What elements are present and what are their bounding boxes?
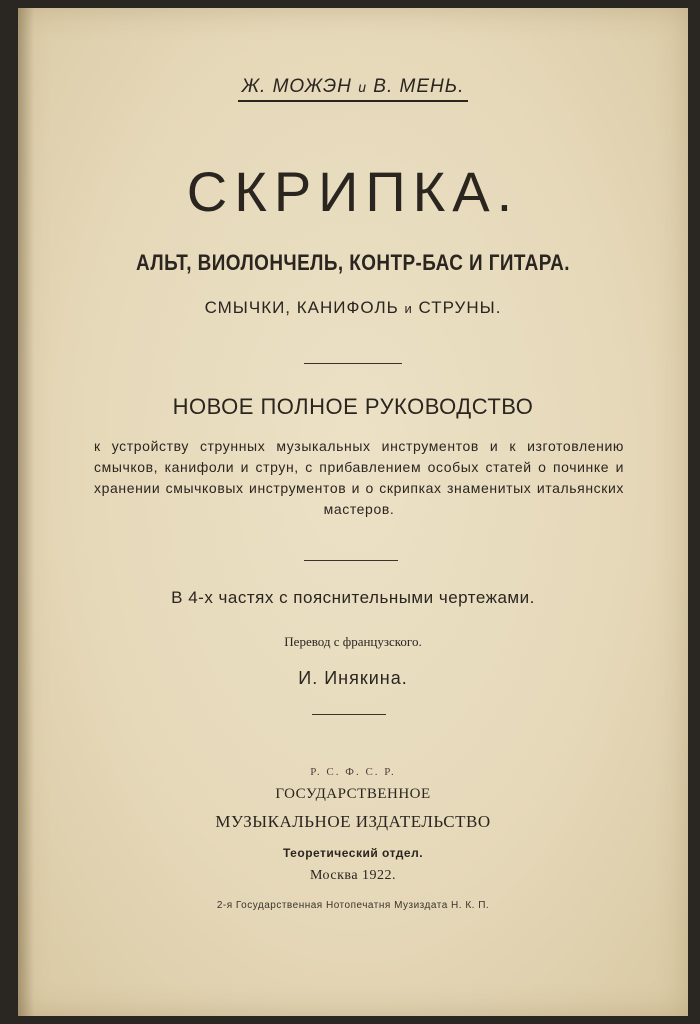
imprint-country: Р. С. Ф. С. Р. bbox=[310, 766, 396, 778]
imprint-city-year: Москва 1922. bbox=[309, 868, 397, 883]
imprint-department: Теоретический отдел. bbox=[282, 846, 424, 860]
imprint-publisher-line2: МУЗЫКАЛЬНОЕ ИЗДАТЕЛЬСТВО bbox=[215, 812, 491, 831]
title-page bbox=[18, 8, 688, 1016]
guide-heading: НОВОЕ ПОЛНОЕ РУКОВОДСТВО bbox=[172, 394, 534, 419]
imprint-printer: 2-я Государственная Нотопечатня Музиздата Н. К. П. bbox=[216, 900, 490, 911]
subtitle-accessories bbox=[18, 298, 688, 318]
subtitle-accessories-b: СТРУНЫ. bbox=[418, 298, 502, 317]
parts-note: В 4-х частях с пояснительными чертежами. bbox=[171, 588, 535, 607]
description-paragraph: к устройству струнных музыкальных инструментов и к изготовлению смычков, канифоли и струн, с прибавлением особых статей о починке и хранении смычковых инструментов и о скрипках знаменитых итальянских мастеров. bbox=[94, 438, 624, 517]
authors-underlined bbox=[238, 76, 469, 102]
imprint-publisher-line1: ГОСУДАРСТВЕННОЕ bbox=[275, 786, 431, 802]
divider-1 bbox=[304, 363, 402, 364]
authors-conjunction: и bbox=[358, 79, 367, 95]
divider-3 bbox=[312, 714, 386, 715]
divider-2 bbox=[304, 560, 398, 561]
authors-line bbox=[18, 76, 688, 102]
translation-note: Перевод с французского. bbox=[284, 634, 422, 649]
subtitle-instruments: АЛЬТ, ВИОЛОНЧЕЛЬ, КОНТР-БАС И ГИТАРА. bbox=[136, 250, 570, 275]
subtitle-accessories-conj: и bbox=[404, 301, 413, 316]
author-1: Ж. МОЖЭН bbox=[241, 76, 352, 97]
book-title: СКРИПКА. bbox=[186, 160, 520, 223]
translator-name: И. Инякина. bbox=[298, 668, 408, 688]
subtitle-accessories-a: СМЫЧКИ, КАНИФОЛЬ bbox=[204, 298, 399, 317]
author-2: В. МЕНЬ. bbox=[373, 76, 465, 97]
